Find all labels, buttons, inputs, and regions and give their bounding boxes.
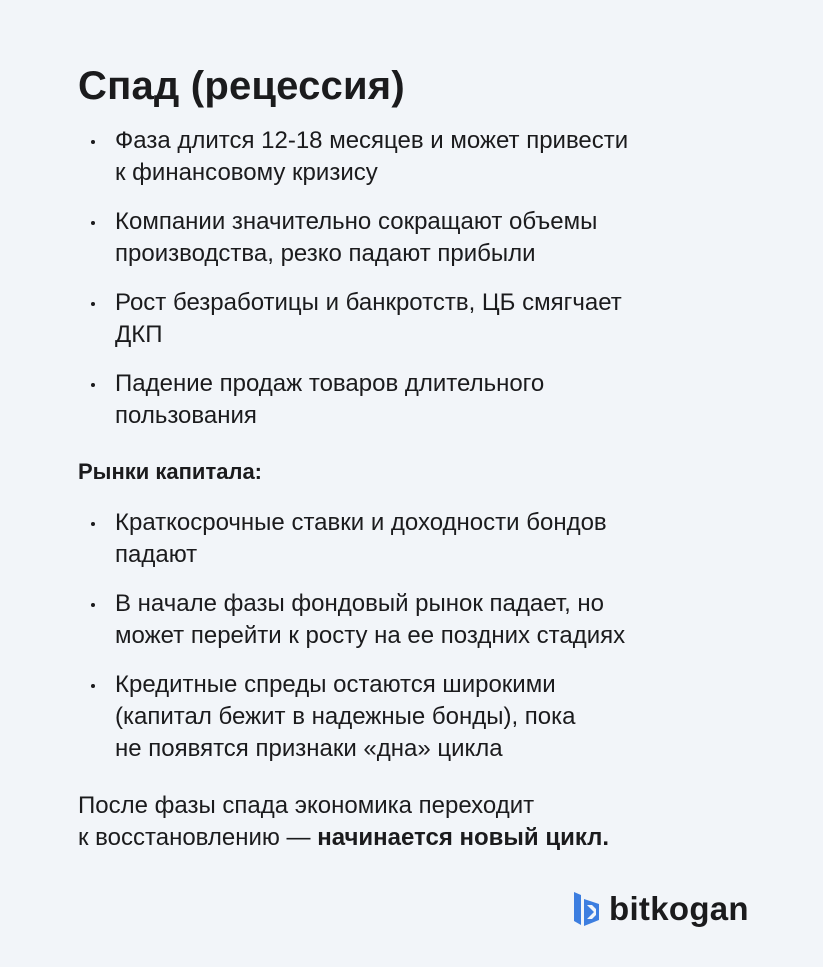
- conclusion-emphasis: начинается новый цикл.: [317, 824, 610, 851]
- list-item-line: не появятся признаки «дна» цикла: [115, 735, 503, 762]
- list-item-line: В начале фазы фондовый рынок падает, но: [115, 590, 605, 617]
- bullet-icon: [91, 221, 95, 225]
- list-item: [88, 669, 748, 765]
- page-title: Спад (рецессия): [78, 64, 405, 108]
- list-item-line: Краткосрочные ставки и доходности бондов: [115, 509, 607, 536]
- list-item-line: ДКП: [115, 321, 163, 348]
- conclusion-line: После фазы спада экономика переходит: [78, 792, 535, 819]
- list-item-line: падают: [115, 541, 198, 568]
- bullet-icon: [91, 522, 95, 526]
- recession-features-list: [88, 125, 748, 449]
- capital-markets-list: [88, 507, 748, 782]
- list-item-line: Фаза длится 12-18 месяцев и может привести: [115, 127, 629, 154]
- list-item-line: производства, резко падают прибыли: [115, 240, 536, 267]
- brand-name: bitkogan: [609, 890, 749, 927]
- bullet-icon: [91, 383, 95, 387]
- bullet-icon: [91, 684, 95, 688]
- list-item-line: (капитал бежит в надежные бонды), пока: [115, 703, 576, 730]
- bitkogan-k-icon: [572, 890, 602, 928]
- bullet-icon: [91, 302, 95, 306]
- list-item: [88, 588, 748, 652]
- list-item-line: может перейти к росту на ее поздних стадиях: [115, 622, 626, 649]
- list-item-line: Компании значительно сокращают объемы: [115, 208, 598, 235]
- list-item-line: Кредитные спреды остаются широкими: [115, 671, 556, 698]
- list-item: [88, 125, 748, 189]
- list-item: [88, 368, 748, 432]
- capital-markets-heading: Рынки капитала:: [78, 459, 263, 484]
- conclusion-line: к восстановлению —: [78, 824, 318, 851]
- list-item-line: к финансовому кризису: [115, 159, 378, 186]
- list-item-line: пользования: [115, 402, 257, 429]
- list-item-line: Падение продаж товаров длительного: [115, 370, 545, 397]
- list-item: [88, 287, 748, 351]
- list-item: [88, 507, 748, 571]
- list-item-line: Рост безработицы и банкротств, ЦБ смягчает: [115, 289, 622, 316]
- list-item: [88, 206, 748, 270]
- conclusion-paragraph: [78, 790, 758, 854]
- bullet-icon: [91, 603, 95, 607]
- bitkogan-logo: [572, 889, 749, 929]
- bullet-icon: [91, 140, 95, 144]
